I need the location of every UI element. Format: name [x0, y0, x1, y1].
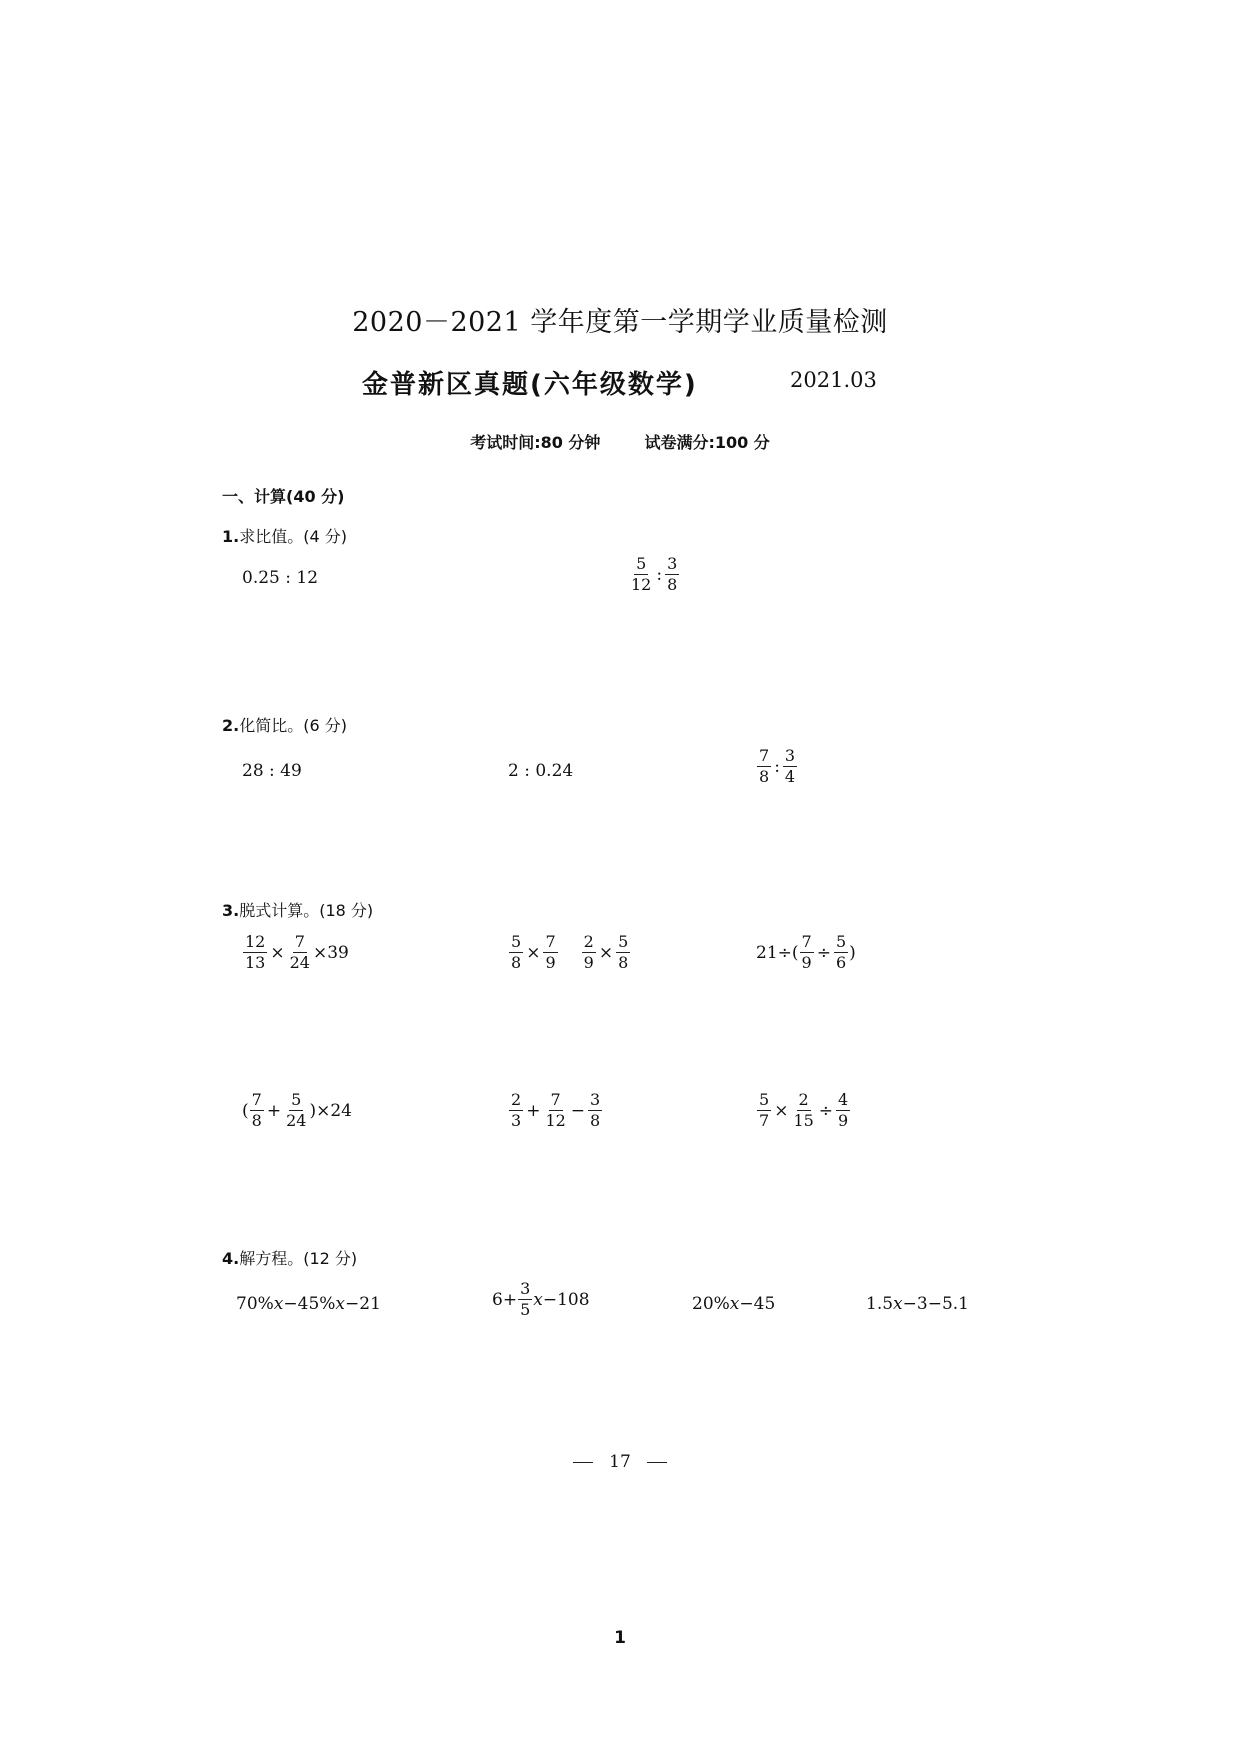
fraction: $\frac{3}{8}$ [667, 554, 678, 594]
dash-decoration [573, 1462, 593, 1463]
question-label: 脱式计算。(18 分) [239, 901, 374, 920]
fraction: $\frac{3}{4}$ [784, 746, 796, 786]
q3-item-5: $\frac{2}{3}$ + $\frac{7}{12}$ − $\frac{3}{8}$ [511, 1090, 601, 1130]
document-title: 2020－2021 学年度第一学期学业质量检测 [352, 307, 888, 338]
q1-item-1: 0.25 : 12 [242, 568, 319, 588]
question-1-heading [222, 524, 347, 547]
full-score: 试卷满分:100 分 [644, 433, 770, 452]
question-number: 4. [222, 1249, 240, 1268]
q4-item-1: 70% x −45% x −21 [236, 1294, 381, 1314]
section-heading: 一、计算(40 分) [222, 487, 345, 506]
question-3-heading [222, 898, 373, 921]
q4-item-3: 20% x −45 [692, 1294, 776, 1314]
q2-item-2: 2 : 0.24 [508, 761, 574, 781]
q3-item-6: $\frac{5}{7}$ × $\frac{2}{15}$ ÷ $\frac{4}{9}$ [759, 1090, 849, 1130]
question-2-heading [222, 713, 347, 736]
q3-item-4: ( $\frac{7}{8}$ + $\frac{5}{24}$ )×24 [242, 1090, 352, 1130]
exam-time: 考试时间:80 分钟 [470, 433, 601, 452]
question-label: 化简比。(6 分) [239, 716, 347, 735]
document-date: 2021.03 [790, 368, 877, 392]
question-label: 解方程。(12 分) [239, 1249, 358, 1268]
sheet-number: 1 [614, 1628, 626, 1648]
dash-decoration [647, 1462, 667, 1463]
question-number: 1. [222, 527, 240, 546]
exam-info [0, 430, 1240, 453]
question-label: 求比值。(4 分) [239, 527, 347, 546]
q3-item-3: 21÷( $\frac{7}{9}$ ÷ $\frac{5}{6}$ ) [756, 932, 856, 972]
page-number: 17 [0, 1452, 1240, 1472]
question-number: 3. [222, 901, 240, 920]
q1-item-2: $\frac{5}{12}$ : $\frac{3}{8}$ [631, 554, 678, 594]
q4-item-4: 1.5 x −3−5.1 [866, 1294, 969, 1314]
document-subtitle: 金普新区真题(六年级数学) [362, 370, 698, 400]
q3-item-1: $\frac{12}{13}$ × $\frac{7}{24}$ ×39 [245, 932, 349, 972]
q2-item-3: $\frac{7}{8}$ : $\frac{3}{4}$ [759, 746, 796, 786]
question-number: 2. [222, 716, 240, 735]
q4-item-2: 6+ $\frac{3}{5}$ x −108 [492, 1279, 590, 1319]
fraction: $\frac{5}{12}$ [631, 554, 652, 594]
q2-item-1: 28 : 49 [242, 761, 302, 781]
question-4-heading [222, 1246, 357, 1269]
q3-item-2: $\frac{5}{8}$ × $\frac{7}{9}$ $\frac{2}{9}$ × $\frac{5}{8}$ [511, 932, 629, 972]
fraction: $\frac{7}{8}$ [759, 746, 770, 786]
